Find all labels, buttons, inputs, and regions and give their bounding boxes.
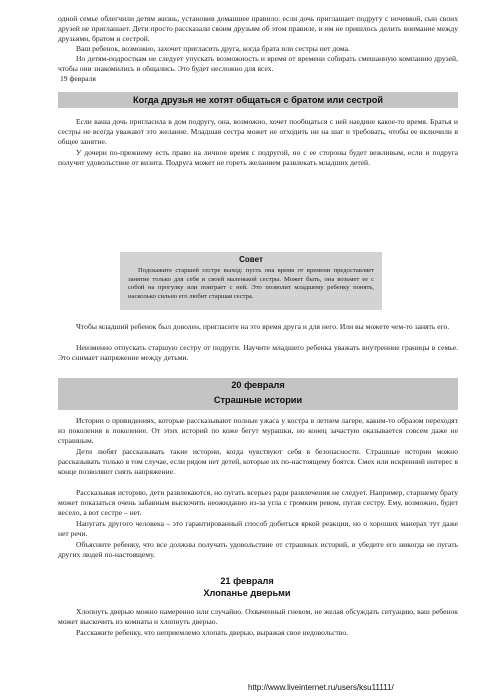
tip-title: Совет [239, 255, 263, 264]
section-title-friends: Когда друзья не хотят общаться с братом или сестрой [133, 95, 383, 105]
door-paragraph-1: Хлопнуть дверью можно намеренно или случайно. Охваченный гневом, не желая обсуждать ситуацию, ваш ребенок может выскочить из комнаты и хлопнуть дверью. [58, 607, 458, 626]
footer-url: http://www.liveinternet.ru/users/ksu11111/ [248, 683, 394, 692]
friends-paragraph-3: Чтобы младший ребенок был доволен, пригласите на это время друга и для него. Или вы можете чем-то занять его. [76, 322, 450, 331]
section-heading-band [58, 92, 458, 108]
intro-paragraph-2: Ваш ребенок, возможно, захочет пригласить друга, когда брата или сестры нет дома. [76, 44, 350, 53]
scary-paragraph-1: Истории о привидениях, которые рассказывают полные ужаса у костра в летнем лагере, каким-то образом переходят из поколения в поколение. От этих историй по коже бегут мурашки, но конец зачастую оказывается совсем даже не страшным. [58, 416, 458, 445]
intro-date: 19 февраля [60, 74, 96, 83]
friends-paragraph-1: Если ваша дочь пригласила в дом подругу, она, возможно, хочет пообщаться с ней наедине какое-то время. Братья и сестры не всегда уважают это желание. Младшая сестра может не отходить ни на шаг и требовать, чтобы ее включили в общее занятие. [58, 117, 458, 146]
scary-paragraph-2: Дети любят рассказывать такие истории, когда чувствуют себя в безопасности. Страшные истории можно рассказывать только в том случае, если рядом нет детей, которые их по-настоящему боятся. Смех или искренний интерес в конце позволяют снять напряжение. [58, 447, 458, 476]
section-title-door-slamming: Хлопанье дверьми [203, 588, 291, 598]
intro-paragraph-3: Но детям-подросткам не следует упускать возможность и время от времени собирать смешанную компанию друзей, чтобы они знакомились и общались. Это будет несложно для всех. [58, 54, 458, 73]
scary-paragraph-4: Напугать другого человека – это гарантированный способ добиться яркой реакции, но о хороших манерах тут даже нет речи. [58, 519, 458, 538]
tip-text: Подскажите старшей сестре выход: пусть она время от времени предоставляет занятие только для себя и своей маленькой сестры. Может быть, она возьмет ее с собой на прогулку или поиграет с ней. Это позволит младшему ребенку понять, насколько сильно его любит старшая сестра. [128, 267, 374, 300]
date-20-february: 20 февраля [231, 380, 285, 390]
scary-paragraph-3: Рассказывая историю, дети развлекаются, но пугать всерьез ради развлечения не следует. Например, старшему брату может показаться очень забавным выскочить неожиданно из-за угла с громким ревом, пугая сестру. Ему, возможно, будет весело, а вот сестре – нет. [58, 488, 458, 517]
intro-paragraph-1: одной семье облегчили детям жизнь, установив домашнее правило: если дочь приглашает подругу с ночевкой, сын своих друзей не приглашает. Дети просто рассказали своим друзьям об этом правиле, и им не пришлось делить внимание между друзьями, братом и сестрой. [58, 14, 458, 43]
friends-paragraph-4: Неизменно отпускать старшую сестру от подруги. Научите младшего ребенка уважать внутренние границы в семье. Это снимает напряжение между детьми. [58, 343, 458, 362]
date-heading-band-20 [58, 378, 458, 410]
section-title-scary-stories: Страшные истории [213, 395, 303, 405]
door-paragraph-2: Расскажите ребенку, что неприемлемо хлопать дверью, выражая свое недовольство. [76, 628, 349, 637]
tip-box [120, 252, 382, 310]
date-21-february: 21 февраля [220, 576, 274, 586]
friends-paragraph-2: У дочери по-прежнему есть право на личное время с подругой, но с ее стороны будет вежливым, если и подруга получит удовольствие от визита. Подруга может не гореть желанием развлекать младших детей. [58, 148, 458, 167]
scary-paragraph-5: Объясните ребенку, что все должны получать удовольствие от страшных историй, и убедите его никогда не пугать других людей по-настоящему. [58, 540, 458, 559]
